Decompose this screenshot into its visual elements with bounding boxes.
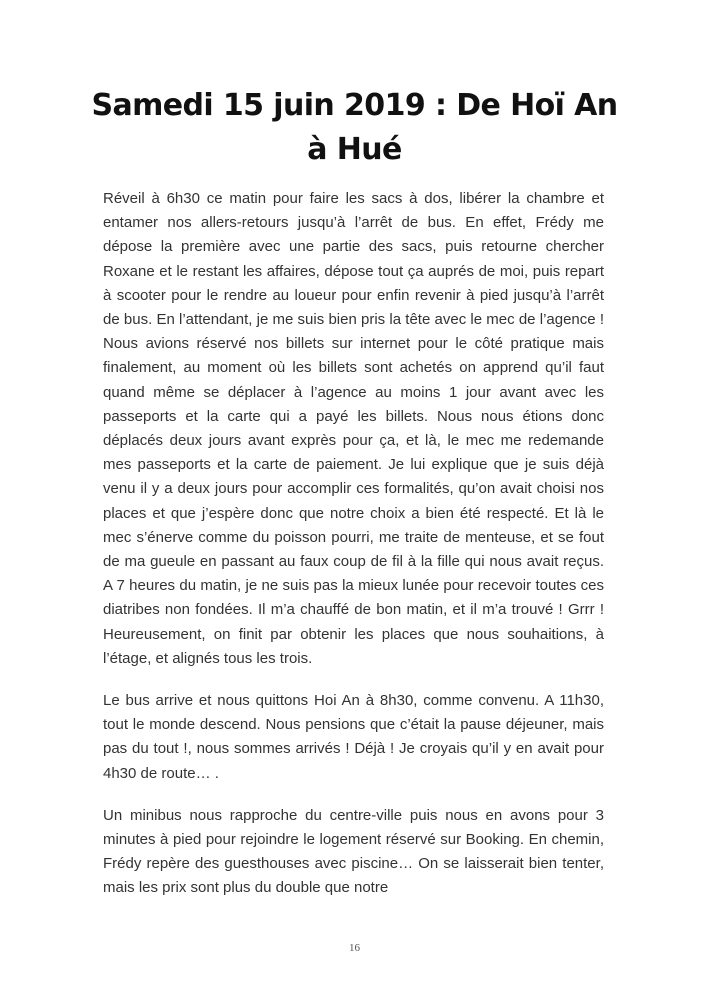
- page-number: 16: [349, 942, 360, 954]
- paragraph-3: Un minibus nous rapproche du centre-ville puis nous en avons pour 3 minutes à pied pour rejoindre le logement réservé sur Booking. En chemin, Frédy repère des guesthouses avec piscine… On se laisserait bien tenter, mais les prix sont plus du double que notre: [103, 806, 604, 897]
- paragraph-1: Réveil à 6h30 ce matin pour faire les sacs à dos, libérer la chambre et entamer nos allers-retours jusqu’à l’arrêt de bus. En effet, Frédy me dépose la première avec une partie des sacs, puis retourne chercher Roxane et le restant les affaires, dépose tout ça auprés de moi, puis repart à scooter pour le rendre au loueur pour enfin revenir à pied jusqu’à l’arrêt de bus. En l’attendant, je me suis bien pris la tête avec le mec de l’agence ! Nous avions réservé nos billets sur internet pour le côté pratique mais finalement, au moment où les billets sont achetés on apprend qu’il faut quand même se déplacer à l’agence au moins 1 jour avant avec les passeports et la carte qui a payé les billets. Nous nous étions donc déplacés deux jours avant exprès pour ça, et là, le mec me redemande mes passeports et la carte de paiement. Je lui explique que je suis déjà venu il y a deux jours pour accomplir ces formalités, qu’on avait choisi nos places et que j’espère donc que notre choix a bien été respecté. Et là le mec s’énerve comme du poisson pourri, me traite de menteuse, et se fout de ma gueule en passant au faux coup de fil à la fille qui nous avait reçus. A 7 heures du matin, je ne suis pas la mieux lunée pour recevoir toutes ces diatribes non fondées. Il m’a chauffé de bon matin, et il m’a trouvé ! Grrr ! Heureusement, on finit par obtenir les places que nous souhaitions, à l’étage, et alignés tous les trois.: [103, 190, 604, 667]
- body-text: [103, 187, 604, 919]
- page-title: Samedi 15 juin 2019 : De Hoï An à Hué: [91, 88, 618, 167]
- paragraph-2: Le bus arrive et nous quittons Hoi An à 8h30, comme convenu. A 11h30, tout le monde descend. Nous pensions que c’était la pause déjeuner, mais pas du tout !, nous sommes arrivés ! Déjà ! Je croyais qu’il y en avait pour 4h30 de route… .: [103, 692, 604, 782]
